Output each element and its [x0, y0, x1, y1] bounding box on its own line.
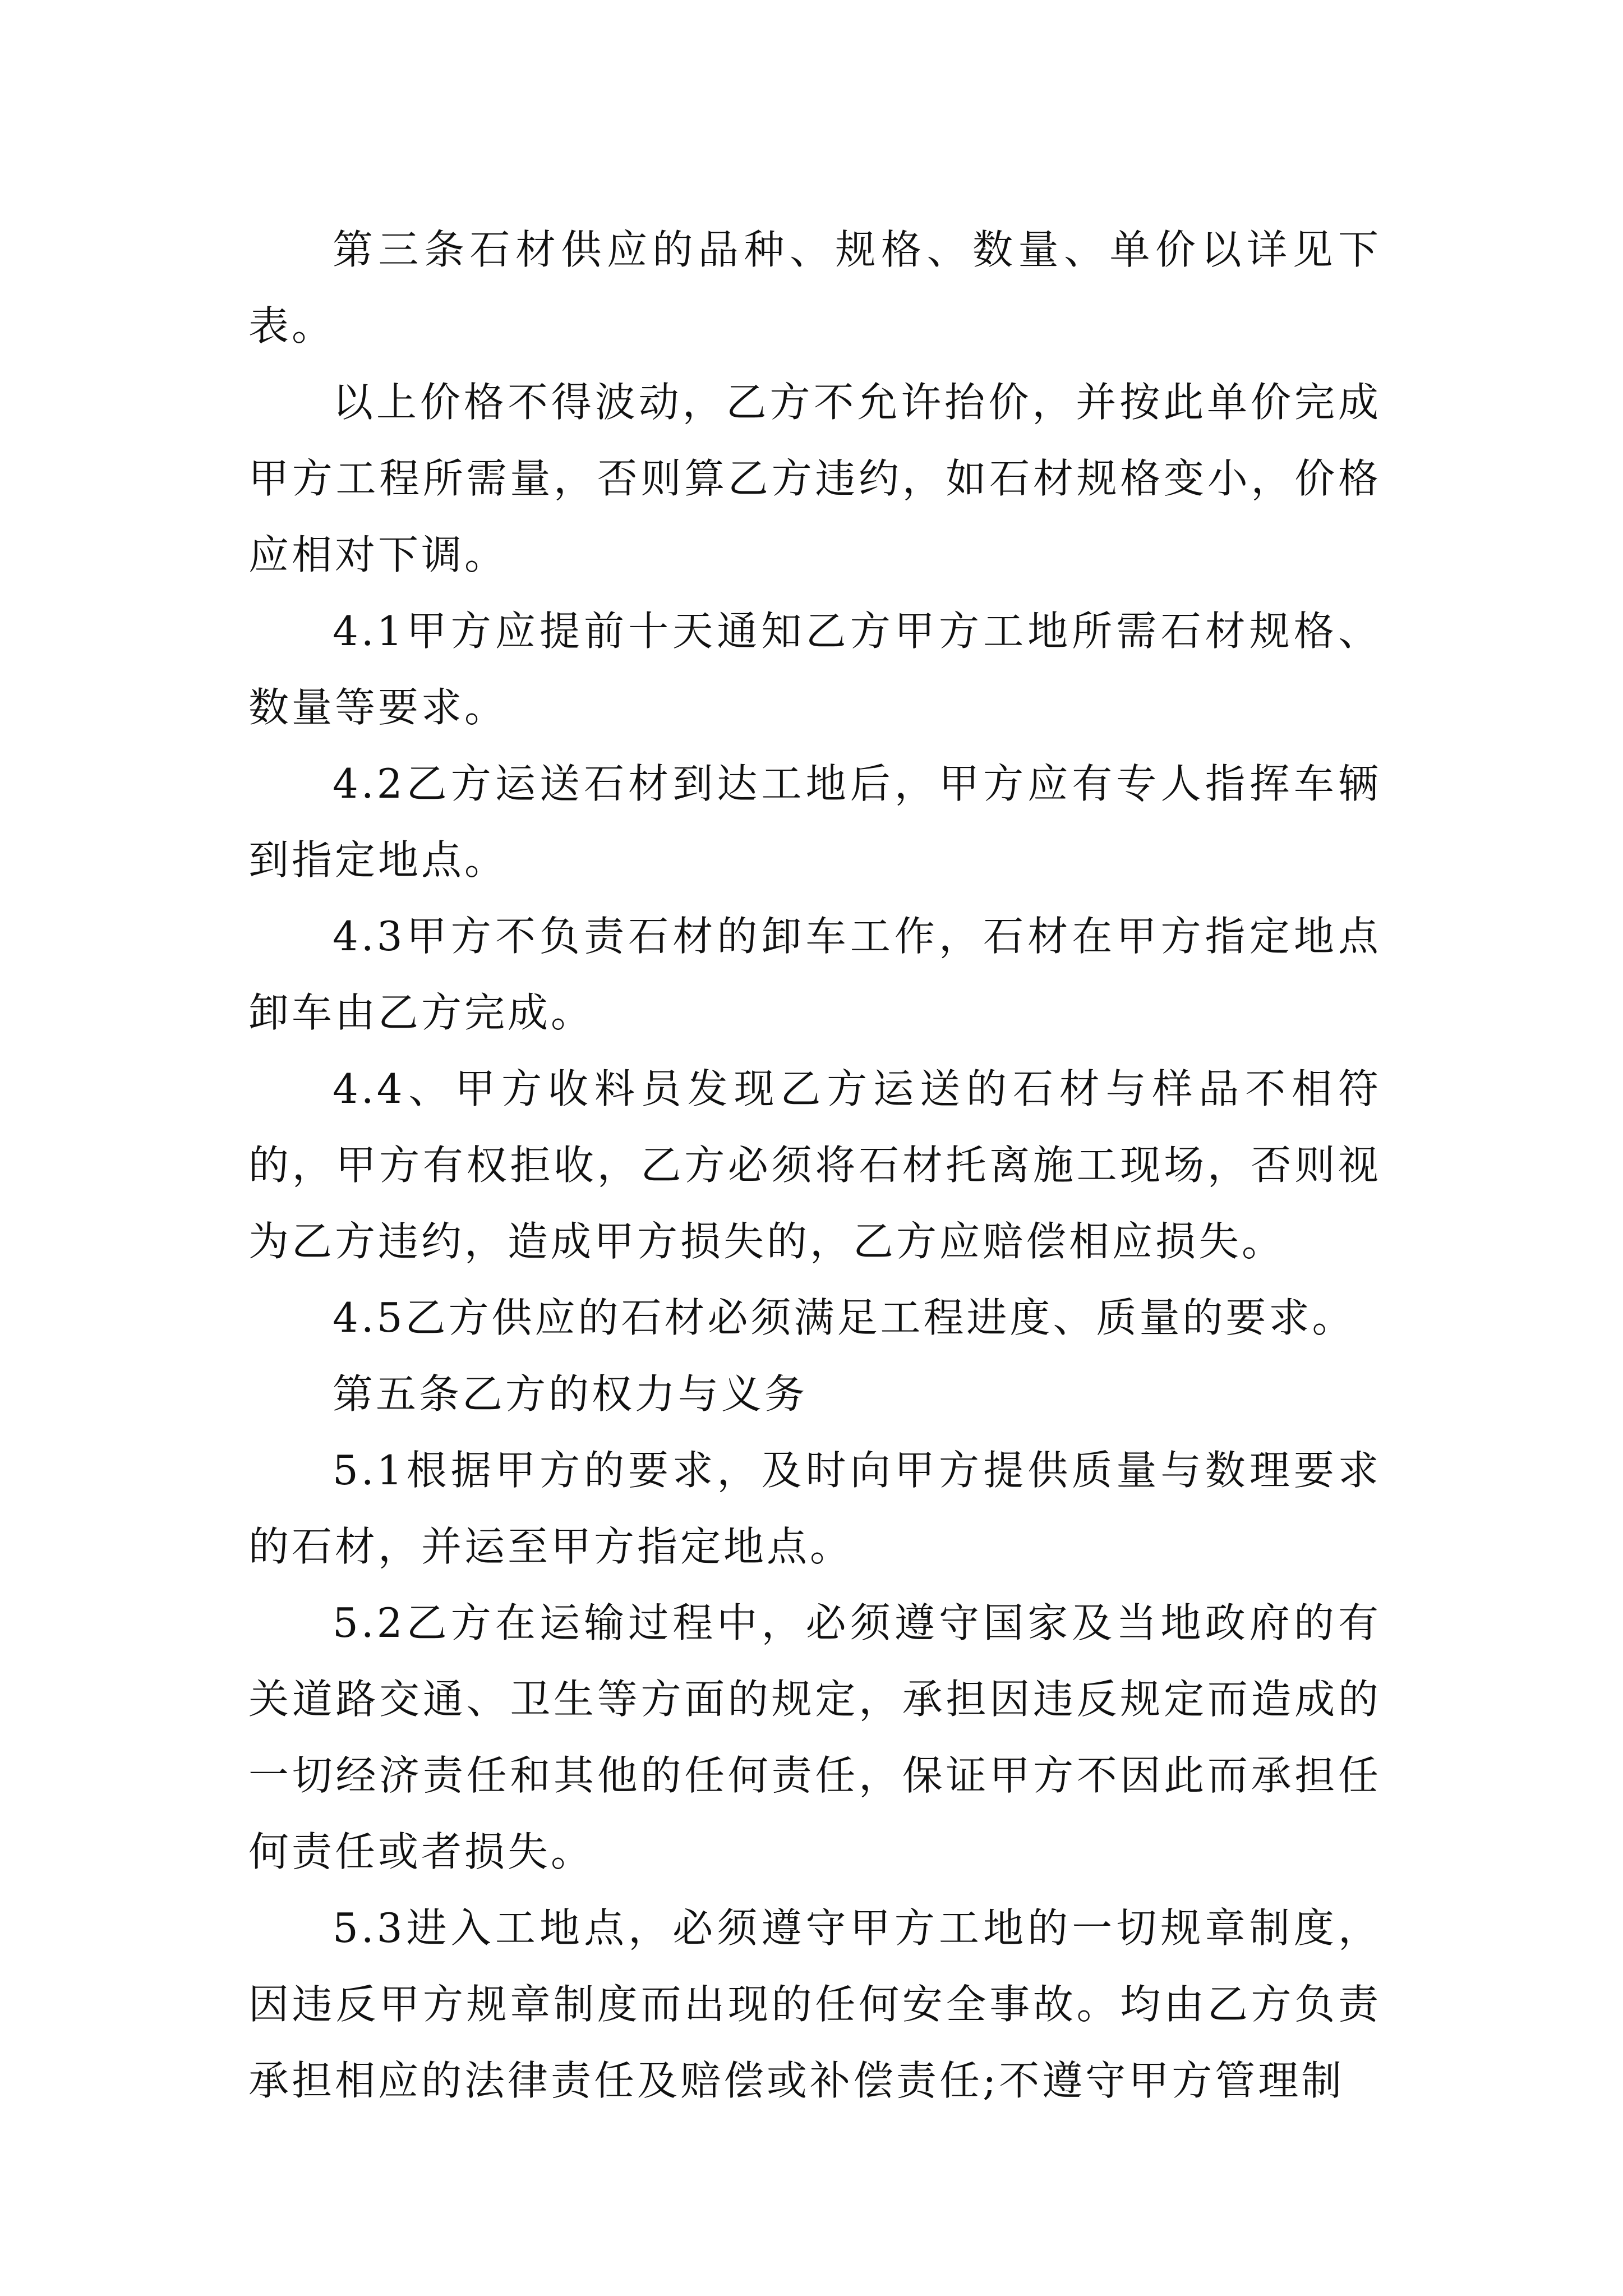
document-body — [248, 211, 1381, 2119]
paragraph-clause-4-1: 4.1甲方应提前十天通知乙方甲方工地所需石材规格、数量等要求。 — [248, 608, 1381, 731]
paragraph-clause-5-3: 5.3进入工地点，必须遵守甲方工地的一切规章制度，因违反甲方规章制度而出现的任何安全事故。均由乙方负责承担相应的法律责任及赔偿或补偿责任;不遵守甲方管理制 — [248, 1904, 1381, 2104]
paragraph-clause-4-2: 4.2乙方运送石材到达工地后，甲方应有专人指挥车辆到指定地点。 — [248, 760, 1381, 884]
paragraph-article-5-heading: 第五条乙方的权力与义务 — [333, 1370, 808, 1418]
paragraph-clause-5-1: 5.1根据甲方的要求，及时向甲方提供质量与数理要求的石材，并运至甲方指定地点。 — [248, 1447, 1381, 1570]
paragraph-article-3: 第三条石材供应的品种、规格、数量、单价以详见下表。 — [248, 226, 1381, 349]
paragraph-price-terms: 以上价格不得波动，乙方不允许抬价，并按此单价完成甲方工程所需量，否则算乙方违约，如石材规格变小，价格应相对下调。 — [248, 379, 1381, 578]
paragraph-clause-4-4: 4.4、甲方收料员发现乙方运送的石材与样品不相符的，甲方有权拒收，乙方必须将石材托离施工现场，否则视为乙方违约，造成甲方损失的，乙方应赔偿相应损失。 — [248, 1065, 1381, 1265]
paragraph-clause-5-2: 5.2乙方在运输过程中，必须遵守国家及当地政府的有关道路交通、卫生等方面的规定，承担因违反规定而造成的一切经济责任和其他的任何责任，保证甲方不因此而承担任何责任或者损失。 — [248, 1599, 1381, 1875]
paragraph-clause-4-3: 4.3甲方不负责石材的卸车工作，石材在甲方指定地点卸车由乙方完成。 — [248, 913, 1381, 1036]
paragraph-clause-4-5: 4.5乙方供应的石材必须满足工程进度、质量的要求。 — [333, 1294, 1355, 1341]
